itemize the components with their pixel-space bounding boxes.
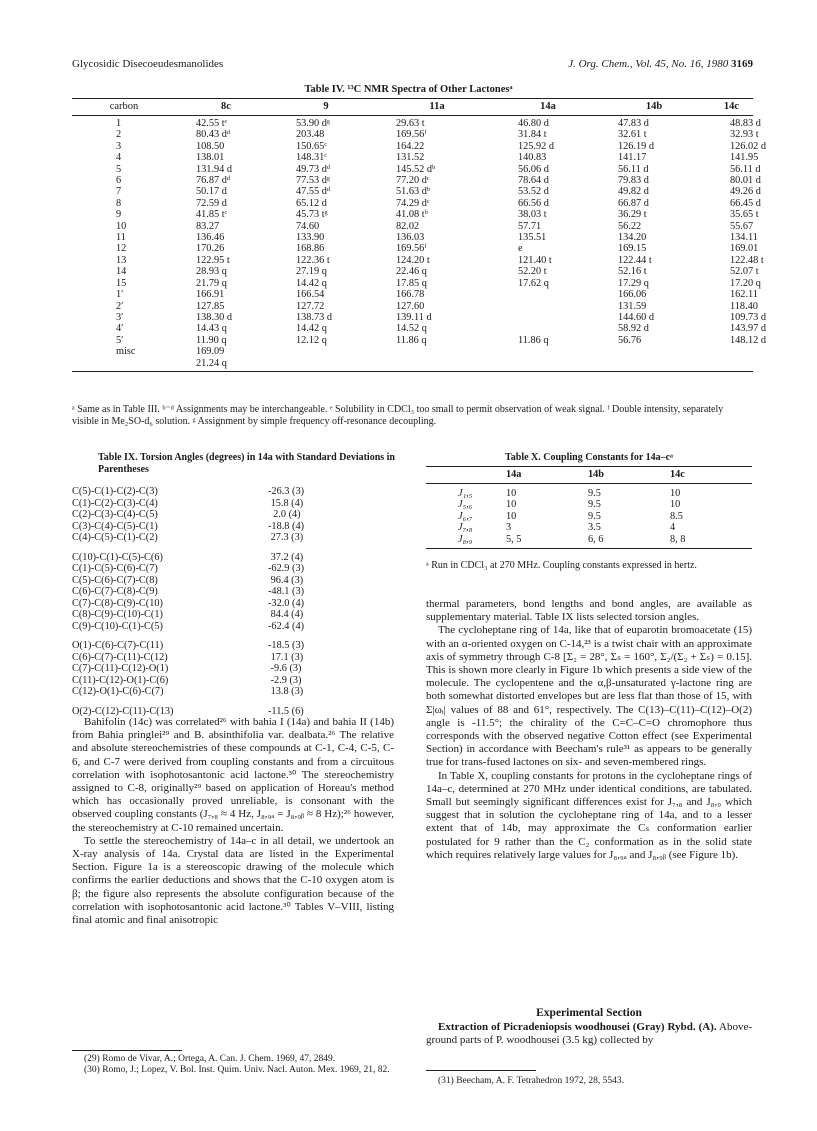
table4-cell: 127.85 [196,300,225,312]
paragraph: To settle the stereochemistry of 14a–c in all detail, we undertook an X-ray analysis of 14a. Crystal data are listed in the Experimental Section. Figure 1a is a stereoscopic drawing of the molecule which confirms the earlier deductions and shows that the C-10 oxygen atom is β; the figure also represents the absolute configuration because of the correlation with isophotosantonic acid lactone.³⁰ Tables V–VIII, listing final atomic and final anisotropic [72,834,394,927]
table4-row-label: 13 [116,254,127,266]
table9-row [72,586,392,598]
group-gap [72,632,392,640]
table4-row-label: 11 [116,232,126,244]
coupling-label: J₅,₆ [458,499,473,511]
torsion-atoms: C(12)-O(1)-C(6)-C(7) [72,686,164,697]
table4-cell: 52.16 t [618,266,647,278]
table4-cell: 48.83 d [730,118,761,129]
table10-col-header: 14b [588,469,605,480]
table4-cell: 164.22 [396,140,425,152]
table4-row-label: 7 [116,186,122,198]
table10-body [426,484,752,548]
table9-row [72,552,392,564]
table4-cell: 29.63 t [396,118,425,129]
running-header-left: Glycosidic Disecoeudesmanolides [72,58,224,70]
table4-cell: 134.11 [730,232,758,244]
torsion-angle: -62.4 (4) [268,620,305,632]
table4-cell: 121.40 t [518,254,552,266]
table4-cell: 131.52 [396,152,425,164]
table4-cell: 50.17 d [196,186,227,198]
torsion-atoms: C(7)-C(8)-C(9)-C(10) [72,597,163,609]
table4-cell: 122.48 t [730,254,764,266]
table4-cell: 11.86 q [518,334,549,346]
torsion-angle: 2.0 (4) [268,509,301,520]
table4-cell: 140.83 [518,152,547,164]
table4-cell: 57.71 [518,220,542,232]
table4-cell: 169.56ᶠ [396,129,427,141]
table10-row [426,511,752,522]
table4-row-label [72,358,176,369]
table4-cell [598,358,710,369]
table4-cell: 138.01 [196,152,225,164]
table4-cell: 38.03 t [518,209,547,221]
table4-cell: 126.19 d [618,140,655,152]
table4-row-label: 5′ [116,334,124,346]
torsion-angle: 17.1 (3) [268,651,304,663]
coupling-label: J₁,₅ [458,488,473,499]
table4-cell: 127.72 [296,300,325,312]
table4-col-header: 9 [323,101,329,112]
table4-cell: 122.36 t [296,254,330,266]
table9-row [72,532,392,544]
table9-row [72,521,392,533]
table4-cell: 31.84 t [518,129,547,141]
table4-cell: 131.94 d [196,163,233,175]
table4-cell: 126.02 d [730,140,767,152]
coupling-value: 9.5 [588,499,601,511]
table4-cell: 133.90 [296,232,325,244]
paragraph: thermal parameters, bond lengths and bond angles, are available as supplementary material. Table IX lists selected torsion angles. [426,598,752,624]
table4 [72,98,767,372]
table4-row-label: 1′ [116,289,124,301]
table4-cell: 27.19 q [296,266,327,278]
torsion-atoms: C(5)-C(1)-C(2)-C(3) [72,486,158,497]
torsion-angle: -18.8 (4) [268,520,305,532]
table4-row-label: 2′ [116,300,124,312]
table4-cell: 52.07 t [730,266,759,278]
table4-cell: 134.20 [618,232,647,244]
table4-cell: 118.40 [730,300,758,312]
table4-cell: 80.43 dᵈ [196,129,231,141]
table4-row-label: 4′ [116,323,124,335]
table4-cell [598,346,710,357]
torsion-atoms: C(10)-C(1)-C(5)-C(6) [72,551,163,563]
torsion-angle: -18.5 (3) [268,640,305,651]
table4-cell: 141.17 [618,152,647,164]
table10-row [426,534,752,545]
coupling-value: 4 [670,522,676,534]
table4-cell: 45.73 tᵍ [296,209,328,221]
table4-cell: 145.52 dᵇ [396,163,436,175]
table10 [426,466,752,549]
coupling-label: J₆,₇ [458,510,473,522]
coupling-value: 10 [506,488,517,499]
torsion-atoms: C(7)-C(11)-C(12)-O(1) [72,663,169,674]
table4-cell: 17.29 q [618,277,649,289]
table4-cell: 150.65ᶜ [296,140,327,152]
torsion-angle: -62.9 (3) [268,563,305,574]
coupling-value: 6, 6 [588,533,604,545]
table4-cell: 124.20 t [396,254,430,266]
table4-cell: 77.20 dᶜ [396,175,430,187]
table4-cell: 53.90 dᵍ [296,118,330,129]
table4-cell: 66.45 d [730,197,761,209]
table4-cell: 122.44 t [618,254,652,266]
torsion-angle: 84.4 (4) [268,609,304,620]
coupling-value: 9.5 [588,488,601,499]
table4-cell: 108.50 [196,140,225,152]
table4-cell: 82.02 [396,220,420,232]
table4-cell: 14.42 q [296,323,327,335]
table4-cell: 41.08 tᵇ [396,209,428,221]
coupling-value: 10 [670,488,681,499]
table4-cell: 65.12 d [296,197,327,209]
table4-cell [276,346,376,357]
group-gap [72,544,392,552]
coupling-label: J₇,₈ [458,522,473,534]
table9-row [72,686,392,698]
table4-row-label: 3′ [116,311,124,323]
table10-col-header [426,467,506,483]
table4-cell: 77.53 dᵍ [296,175,330,187]
table10-row [426,499,752,510]
table9-row [72,621,392,633]
table4-cell: 148.12 d [730,334,767,346]
torsion-atoms: C(9)-C(10)-C(1)-C(5) [72,620,163,632]
table4-cell: 131.59 [618,300,647,312]
table10-row [426,522,752,533]
table4-footnote: ᵃ Same as in Table III. ᵇ⁻ᵈ Assignments may be interchangeable. ᵉ Solubility in CDCl₃ too small to permit observation of weak signal. ᶠ Double intensity, separately visible in Me₂SO-d₆ solution. ᵍ Assignment by simple frequency off-resonance decoupling. [72,404,724,427]
table4-cell: 138.30 d [196,311,233,323]
torsion-atoms: O(1)-C(6)-C(7)-C(11) [72,640,164,651]
table4-cell: 166.78 [396,289,425,301]
table9 [72,486,392,717]
coupling-value: 3.5 [588,522,601,534]
experimental-text: Above-ground parts of P. woodhousei (3.5 kg) collected by [426,1021,752,1047]
table4-cell: 49.82 d [618,186,649,198]
table4-cell: 168.86 [296,243,325,255]
table4-cell: 17.20 q [730,277,761,289]
coupling-value: 3 [506,522,512,534]
table10-col-header: 14c [670,469,685,480]
table4-cell: 35.65 t [730,209,759,221]
table4-cell: 144.60 d [618,311,655,323]
right-column-text [426,598,752,862]
references-right [426,1076,752,1087]
torsion-atoms: C(2)-C(3)-C(4)-C(5) [72,509,158,520]
section-title: Experimental Section [536,1007,642,1019]
table4-cell: 52.20 t [518,266,547,278]
table4-cell: 47.55 dᵈ [296,186,331,198]
table4-row-label: 3 [116,140,122,152]
table4-cell: 47.83 d [618,118,649,129]
table4-row-label: 9 [116,209,122,221]
left-column-text [72,716,394,927]
table4-row-label: 1 [116,118,122,129]
table4-cell: 76.87 dᵈ [196,175,231,187]
table10-col-header: 14a [506,469,522,480]
paragraph: Bahifolin (14c) was correlated²⁶ with bahia I (14a) and bahia II (14b) from Bahia pringlei²⁹ and B. absinthifolia var. dealbata.²⁶ The relative and absolute stereochemistries of these compounds at C-1, C-4, C-5, C-6, and C-7 were derived from coupling constants and from a circuitous correlation with isophotosantonic acid lactone.³⁰ The stereochemistry assigned to C-8, originally²⁹ based on application of Horeau's method which has occasionally proved unreliable, is consonant with the observed coupling constants (J₇,₈ ≈ 4 Hz, J₈,₉ₐ = J₈,₉ᵦ ≈ 8 Hz);²⁶ however, the stereochemistry at C-10 remained uncertain. [72,716,394,834]
table4-cell: 83.27 [196,220,220,232]
table4-cell: 169.09 [196,346,225,358]
table4-cell: 166.54 [296,289,325,301]
table4-cell: 49.73 dᵈ [296,163,331,175]
table4-cell: 56.06 d [518,163,549,175]
table4-body [72,116,767,371]
table4-cell: 14.43 q [196,323,227,335]
table4-cell: 139.11 d [396,311,432,323]
torsion-angle: 13.8 (3) [268,686,304,697]
table4-cell: 53.52 d [518,186,549,198]
torsion-atoms: C(11)-C(12)-O(1)-C(6) [72,674,169,686]
table4-cell: 42.55 tᶜ [196,118,228,129]
table4-row-label: 10 [116,220,127,232]
table4-cell: 74.60 [296,220,320,232]
table4-col-header: carbon [109,101,139,112]
table4-cell: 51.63 dᵇ [396,186,431,198]
table9-row [72,486,392,498]
table4-cell: 169.15 [618,243,647,255]
table4-cell: 21.79 q [196,277,227,289]
table10-header [426,467,752,484]
table4-cell: 11.90 q [196,334,227,346]
torsion-atoms: C(5)-C(6)-C(7)-C(8) [72,574,158,586]
table4-cell: 80.01 d [730,175,761,187]
table4-cell: 166.91 [196,289,225,301]
table4-cell: 203.48 [296,129,325,141]
table4-cell: 109.73 d [730,311,767,323]
table10-row [426,488,752,499]
table4-row-label: 8 [116,197,122,209]
table10-footnote: ᵃ Run in CDCl₃ at 270 MHz. Coupling constants expressed in hertz. [426,560,697,571]
table4-row-label: 2 [116,129,122,141]
table4-cell [710,346,753,357]
torsion-atoms: C(6)-C(7)-C(11)-C(12) [72,651,168,663]
table4-cell: 58.92 d [618,323,649,335]
table4-cell: 78.64 d [518,175,549,187]
table4-cell [498,289,598,300]
torsion-angle: -48.1 (3) [268,586,305,597]
table9-row [72,675,392,687]
table4-cell: 17.85 q [396,277,427,289]
experimental-heading: Extraction of Picradeniopsis woodhousei (Gray) Rybd. (A). [438,1021,717,1033]
torsion-atoms: C(1)-C(5)-C(6)-C(7) [72,563,158,574]
table4-col-header: 11a [429,101,445,112]
table9-row [72,609,392,621]
group-gap [72,698,392,706]
table4-row-label: 15 [116,277,127,289]
table4-cell: 46.80 d [518,118,549,129]
table9-row [72,663,392,675]
table4-cell [376,346,498,357]
table4-cell: 32.61 t [618,129,647,141]
table4-row-label: 4 [116,152,122,164]
table4-cell [376,358,498,369]
table9-title: Table IX. Torsion Angles (degrees) in 14a with Standard Deviations in Parentheses [98,452,395,475]
table4-cell: 72.59 d [196,197,227,209]
coupling-value: 9.5 [588,510,601,522]
table4-cell [498,301,598,312]
torsion-angle: -11.5 (6) [268,705,304,717]
table4-cell: 141.95 [730,152,759,164]
table4-cell [498,323,598,334]
reference: (30) Romo, J.; Lopez, V. Bol. Inst. Quim. Univ. Nacl. Auton. Mex. 1969, 21, 82. [84,1065,390,1075]
table4-cell: 22.46 q [396,266,427,278]
table4-cell: 14.52 q [396,323,427,335]
torsion-atoms: C(1)-C(2)-C(3)-C(4) [72,497,158,509]
table4-row-label: 6 [116,175,122,187]
table4-cell: 12.12 q [296,334,327,346]
table4-title: Table IV. ¹³C NMR Spectra of Other Lactonesᵃ [304,84,513,95]
table4-cell: 125.92 d [518,140,555,152]
table4-cell: 170.26 [196,243,225,255]
table4-cell: 41.85 tᶜ [196,209,228,221]
table4-cell [498,312,598,323]
table4-cell: 143.97 d [730,323,767,335]
table4-cell: 169.01 [730,243,759,255]
table4-cell: 21.24 q [196,357,227,369]
torsion-atoms: C(6)-C(7)-C(8)-C(9) [72,586,158,597]
table4-cell: 166.06 [618,289,647,301]
table4-cell: 11.86 q [396,334,427,346]
coupling-value: 5, 5 [506,533,522,545]
coupling-value: 10 [506,510,517,522]
table4-cell: 55.67 [730,220,754,232]
table4-cell: 122.95 t [196,254,230,266]
table4-cell: 66.56 d [518,197,549,209]
table10-title: Table X. Coupling Constants for 14a–cᵃ [505,452,673,463]
torsion-angle: 27.3 (3) [268,532,304,543]
table4-cell: 14.42 q [296,277,327,289]
running-header-right [568,58,753,70]
torsion-angle: -26.3 (3) [268,486,305,497]
table4-cell: 56.22 [618,220,642,232]
table4-row-label: 5 [116,163,122,175]
table4-col-header: 14b [645,101,663,112]
torsion-atoms: C(8)-C(9)-C(10)-C(1) [72,609,163,620]
table9-row [72,509,392,521]
table4-cell: 49.26 d [730,186,761,198]
table4-col-header: 14c [723,101,740,112]
table4-cell: 127.60 [396,300,425,312]
coupling-value: 10 [506,499,517,511]
experimental-paragraph [426,1021,752,1047]
table4-cell [498,346,598,357]
torsion-angle: 15.8 (4) [268,497,304,509]
torsion-angle: 37.2 (4) [268,551,304,563]
paragraph: In Table X, coupling constants for protons in the cycloheptane rings of 14a–c, determined at 270 MHz under identical conditions, are tabulated. Small but seemingly significant differences exist for J₇,₈ and J₈,₉ which suggest that in solution the cycloheptane ring of 14a, and to a lesser extent that of 14b, may approximate the Cₛ conformation earlier postulated for 9 rather than the C₂ conformation as in the solid state which requires relatively large values for J₈,₉ₐ and J₈,₉ᵦ (see Figure 1b). [426,769,752,861]
table4-cell: 28.93 q [196,266,227,278]
table9-row [72,563,392,575]
torsion-atoms: O(2)-C(12)-C(11)-C(13) [72,705,174,717]
table9-row [72,598,392,610]
table4-cell: 138.73 d [296,311,333,323]
table4-cell: 136.46 [196,232,225,244]
table4-cell: 136.03 [396,232,425,244]
table9-row [72,652,392,664]
table4-cell: 56.11 d [730,163,761,175]
journal-citation: J. Org. Chem., Vol. 45, No. 16, 1980 [568,58,729,70]
paragraph: The cycloheptane ring of 14a, like that of euparotin bromoacetate (15) with an α-oriented oxygen on C-14,²³ is a twist chair with an approximate axis of symmetry through C-8 [Σ₂ = 28°, Σₛ = 160°, Σ₂/(Σ₂ + Σₛ) = 0.15]. This is shown more clearly in Figure 1b which presents a side view of the molecule. The cyclopentene and the α,β-unsaturated γ-lactone ring are both somewhat distorted envelopes but are less flat than those of 15, with Σ|ωᵢ| values of 88 and 61°, respectively. The C(13)–C(11)–C(12)–O(2) angle is -11.5°; the chirality of the C=C–C=O chromophore thus corresponds with the observed negative Cotton effect (see Experimental Section) in accordance with Beecham's rule³¹ as appears to be generally true for trans-fused lactones on six- and seven-membered rings. [426,624,752,769]
footnote-rule [72,1050,182,1051]
table4-col-header: 8c [221,101,231,112]
table4-row-label: 12 [116,243,127,255]
table4-cell: 169.56ᶠ [396,243,427,255]
table4-cell: 79.83 d [618,175,649,187]
torsion-atoms: C(3)-C(4)-C(5)-C(1) [72,520,158,532]
torsion-atoms: C(4)-C(5)-C(1)-C(2) [72,532,158,543]
table9-row [72,575,392,587]
torsion-angle: -2.9 (3) [268,674,302,686]
torsion-angle: 96.4 (3) [268,574,304,586]
table4-cell: 135.51 [518,232,547,244]
table4-cell [710,358,753,369]
torsion-angle: -32.0 (4) [268,597,305,609]
coupling-value: 8, 8 [670,533,686,545]
torsion-angle: -9.6 (3) [268,663,302,674]
table4-cell [276,358,376,369]
table4-row-label: 14 [116,266,127,278]
table9-row [72,498,392,510]
table4-cell: 17.62 q [518,277,549,289]
table4-cell: 66.87 d [618,197,649,209]
table4-cell [498,358,598,369]
reference: (29) Romo de Vivar, A.; Ortega, A. Can. J. Chem. 1969, 47, 2849. [84,1054,336,1064]
coupling-value: 8.5 [670,510,683,522]
table4-cell: 36.29 t [618,209,647,221]
coupling-label: J₈,₉ [458,533,473,545]
table4-col-header: 14a [540,101,556,112]
table4-header [72,99,753,116]
references-left [72,1054,392,1076]
table4-cell: 56.76 [618,334,642,346]
table4-cell: 32.93 t [730,129,759,141]
table4-cell: 74.29 dᶜ [396,197,430,209]
footnote-rule [426,1070,536,1071]
table4-row-label: misc [116,346,136,358]
coupling-value: 10 [670,499,681,511]
table4-cell: e [518,243,523,255]
reference: (31) Beecham, A. F. Tetrahedron 1972, 28, 5543. [438,1076,624,1086]
page-number: 3169 [731,58,753,70]
table4-cell: 148.31ᶜ [296,152,327,164]
table9-row [72,640,392,652]
table4-cell: 162.11 [730,289,758,301]
table4-cell: 56.11 d [618,163,649,175]
